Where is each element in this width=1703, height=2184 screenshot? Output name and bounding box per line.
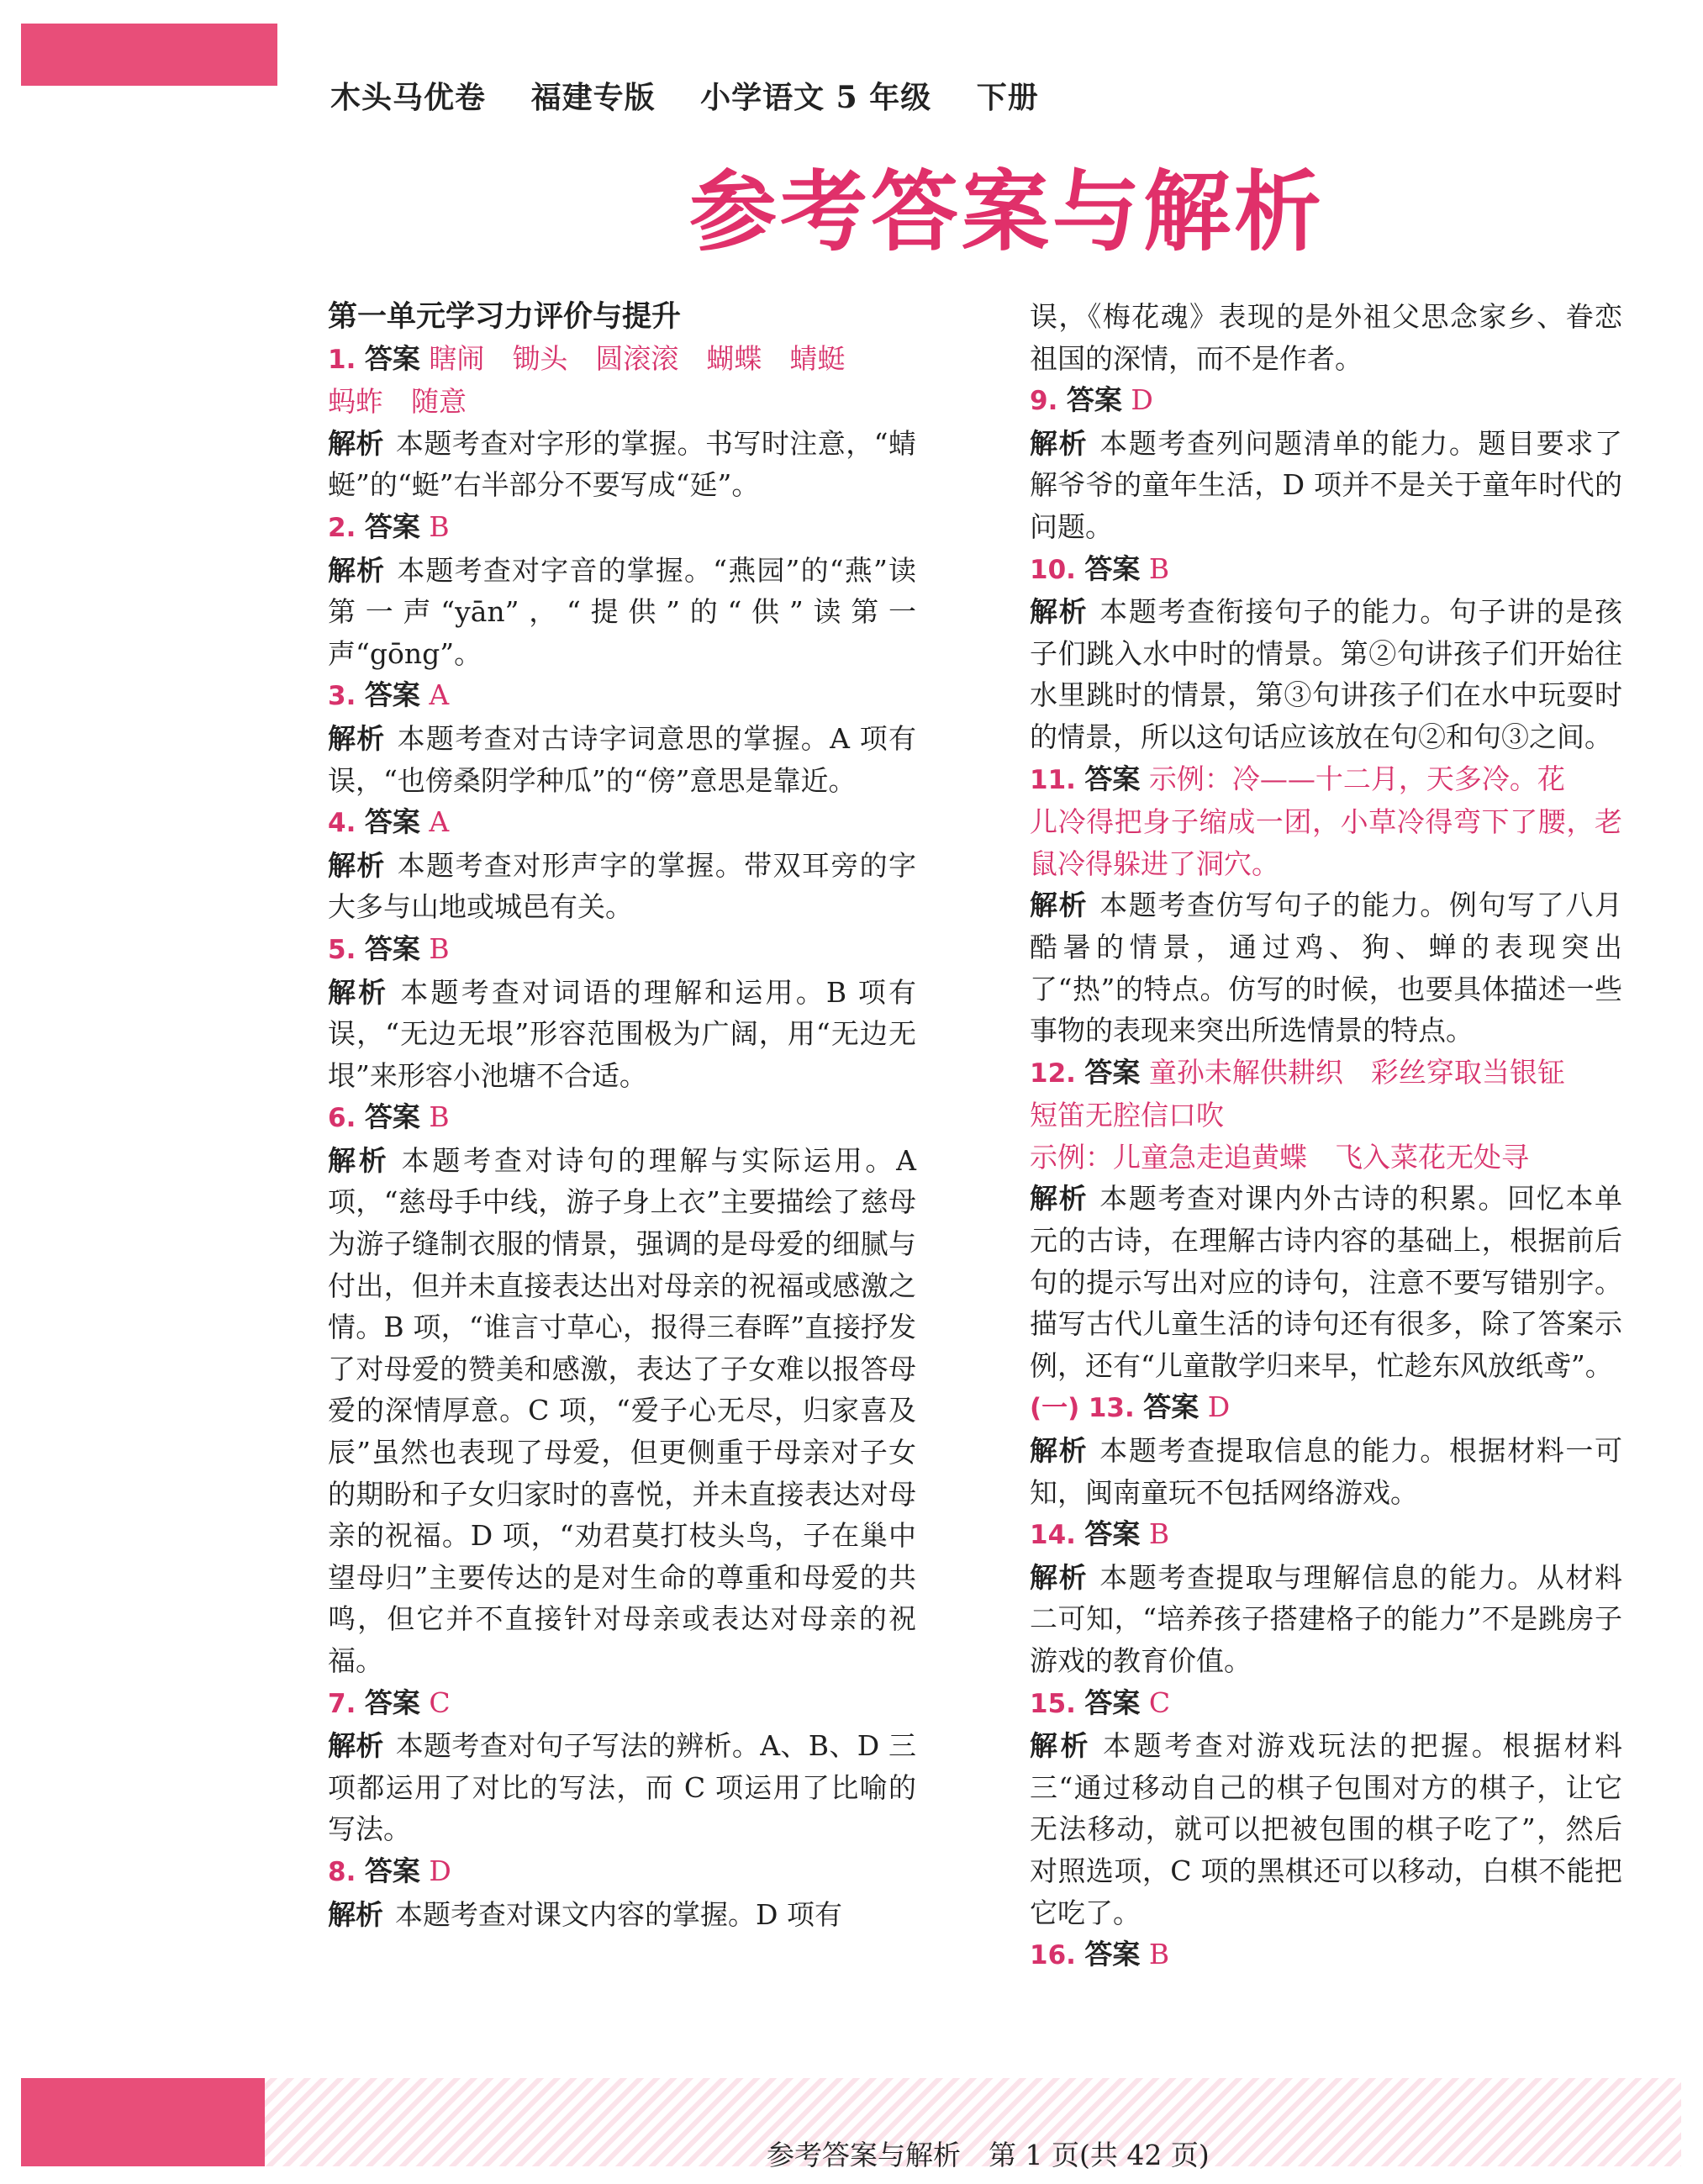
- q11-answer-cont: 儿冷得把身子缩成一团，小草冷得弯下了腰，老鼠冷得躲进了洞穴。: [1030, 805, 1622, 880]
- q12-answer: 12. 答案 童孙未解供耕织 彩丝穿取当银钲: [1030, 1055, 1565, 1089]
- left-column: [328, 296, 916, 1935]
- q12-answer-line2: 短笛无腔信口吹: [1030, 1099, 1224, 1132]
- q16-answer: 16. 答案 B: [1030, 1938, 1170, 1971]
- q6-analysis: 解析 本题考查对诗句的理解与实际运用。A 项，“慈母手中线，游子身上衣”主要描绘了慈母为游子缝制衣服的情景，强调的是母爱的细腻与付出，但并未直接表达出对母亲的祝福或感激之情。B 项，“谁言寸草心，报得三春晖”直接抒发了对母爱的赞美和感激，表达了子女难以报答母爱的深情厚意。C 项，“爱子心无尽，归家喜及辰”虽然也表现了母爱，但更侧重于母亲对子女的期盼和子女归家时的喜悦，并未直接表达对母亲的祝福。D 项，“劝君莫打枝头鸟，子在巢中望母归”主要传达的是对生命的尊重和母爱的共鸣，但它并不直接针对母亲或表达对母亲的祝福。: [328, 1143, 916, 1677]
- q13-analysis: 解析 本题考查提取信息的能力。根据材料一可知，闽南童玩不包括网络游戏。: [1030, 1434, 1623, 1509]
- header-subject: 小学语文 5 年级: [700, 80, 932, 115]
- q1-answer: 1. 答案 瞎闹 锄头 圆滚滚 蝴蝶 蜻蜓: [328, 341, 846, 375]
- page-title: 参考答案与解析: [689, 161, 1326, 263]
- q8-analysis: 解析 本题考查对课文内容的掌握。D 项有: [328, 1897, 842, 1931]
- q1-answer-cont: 蚂蚱 随意: [328, 385, 467, 419]
- q14-answer: 14. 答案 B: [1030, 1517, 1170, 1551]
- footer-accent-bar: [21, 2078, 265, 2166]
- corner-accent-bar: [21, 24, 277, 86]
- q3-answer: 3. 答案 A: [328, 678, 450, 712]
- header-series: 木头马优卷: [330, 80, 487, 115]
- header-edition: 福建专版: [530, 80, 656, 115]
- q7-answer: 7. 答案 C: [328, 1685, 451, 1719]
- header-volume: 下册: [976, 80, 1039, 115]
- q9-answer: 9. 答案 D: [1030, 383, 1153, 417]
- q11-answer: 11. 答案 示例：冷——十二月，天多冷。花: [1030, 762, 1565, 795]
- right-column: [1030, 296, 1622, 1977]
- q10-answer: 10. 答案 B: [1030, 551, 1170, 585]
- q1-analysis: 解析 本题考查对字形的掌握。书写时注意，“蜻蜓”的“蜓”右半部分不要写成“延”。: [328, 426, 917, 502]
- q15-analysis: 解析 本题考查对游戏玩法的把握。根据材料三“通过移动自己的棋子包围对方的棋子，让它无法移动，就可以把被包围的棋子吃了”，然后对照选项，C 项的黑棋还可以移动，白棋不能把它吃了。: [1030, 1729, 1623, 1929]
- q5-analysis: 解析 本题考查对词语的理解和运用。B 项有误，“无边无垠”形容范围极为广阔，用“无边无垠”来形容小池塘不合适。: [328, 975, 917, 1092]
- q12-analysis: 解析 本题考查对课内外古诗的积累。回忆本单元的古诗，在理解古诗内容的基础上，根据前后句的提示写出对应的诗句，注意不要写错别字。描写古代儿童生活的诗句还有很多，除了答案示例，还有“儿童散学归来早，忙趁东风放纸鸢”。: [1030, 1182, 1623, 1382]
- q13-answer: (一) 13. 答案 D: [1030, 1390, 1231, 1424]
- book-header: [330, 74, 1073, 117]
- q5-answer: 5. 答案 B: [328, 931, 450, 965]
- q2-answer: 2. 答案 B: [328, 509, 450, 543]
- q7-analysis: 解析 本题考查对句子写法的辨析。A、B、D 三项都运用了对比的写法，而 C 项运用了比喻的写法。: [328, 1729, 917, 1846]
- q4-answer: 4. 答案 A: [328, 805, 450, 839]
- q6-answer: 6. 答案 B: [328, 1100, 450, 1134]
- q4-analysis: 解析 本题考查对形声字的掌握。带双耳旁的字大多与山地或城邑有关。: [328, 848, 917, 924]
- q8-answer: 8. 答案 D: [328, 1854, 451, 1887]
- q8-analysis-cont: 误，《梅花魂》表现的是外祖父思念家乡、眷恋祖国的深情，而不是作者。: [1030, 300, 1622, 375]
- q10-analysis: 解析 本题考查衔接句子的能力。句子讲的是孩子们跳入水中时的情景。第②句讲孩子们开始往水里跳时的情景，第③句讲孩子们在水中玩耍时的情景，所以这句话应该放在句②和句③之间。: [1030, 595, 1623, 753]
- q14-analysis: 解析 本题考查提取与理解信息的能力。从材料二可知，“培养孩子搭建格子的能力”不是跳房子游戏的教育价值。: [1030, 1560, 1623, 1677]
- q11-analysis: 解析 本题考查仿写句子的能力。例句写了八月酷暑的情景，通过鸡、狗、蝉的表现突出了“热”的特点。仿写的时候，也要具体描述一些事物的表现来突出所选情景的特点。: [1030, 889, 1623, 1047]
- q15-answer: 15. 答案 C: [1030, 1685, 1171, 1719]
- q9-analysis: 解析 本题考查列问题清单的能力。题目要求了解爷爷的童年生活，D 项并不是关于童年时代的问题。: [1030, 426, 1623, 543]
- section-title: 第一单元学习力评价与提升: [328, 299, 682, 334]
- q12-answer-example: 示例：儿童急走追黄蝶 飞入菜花无处寻: [1030, 1140, 1529, 1174]
- q3-analysis: 解析 本题考查对古诗字词意思的掌握。A 项有误，“也傍桑阴学种瓜”的“傍”意思是靠近。: [328, 721, 917, 797]
- page-number: 参考答案与解析 第 1 页(共 42 页): [767, 2139, 1210, 2171]
- q2-analysis: 解析 本题考查对字音的掌握。“燕园”的“燕”读第一声“yān”，“提供”的“供”读第一声“gōng”。: [328, 553, 917, 670]
